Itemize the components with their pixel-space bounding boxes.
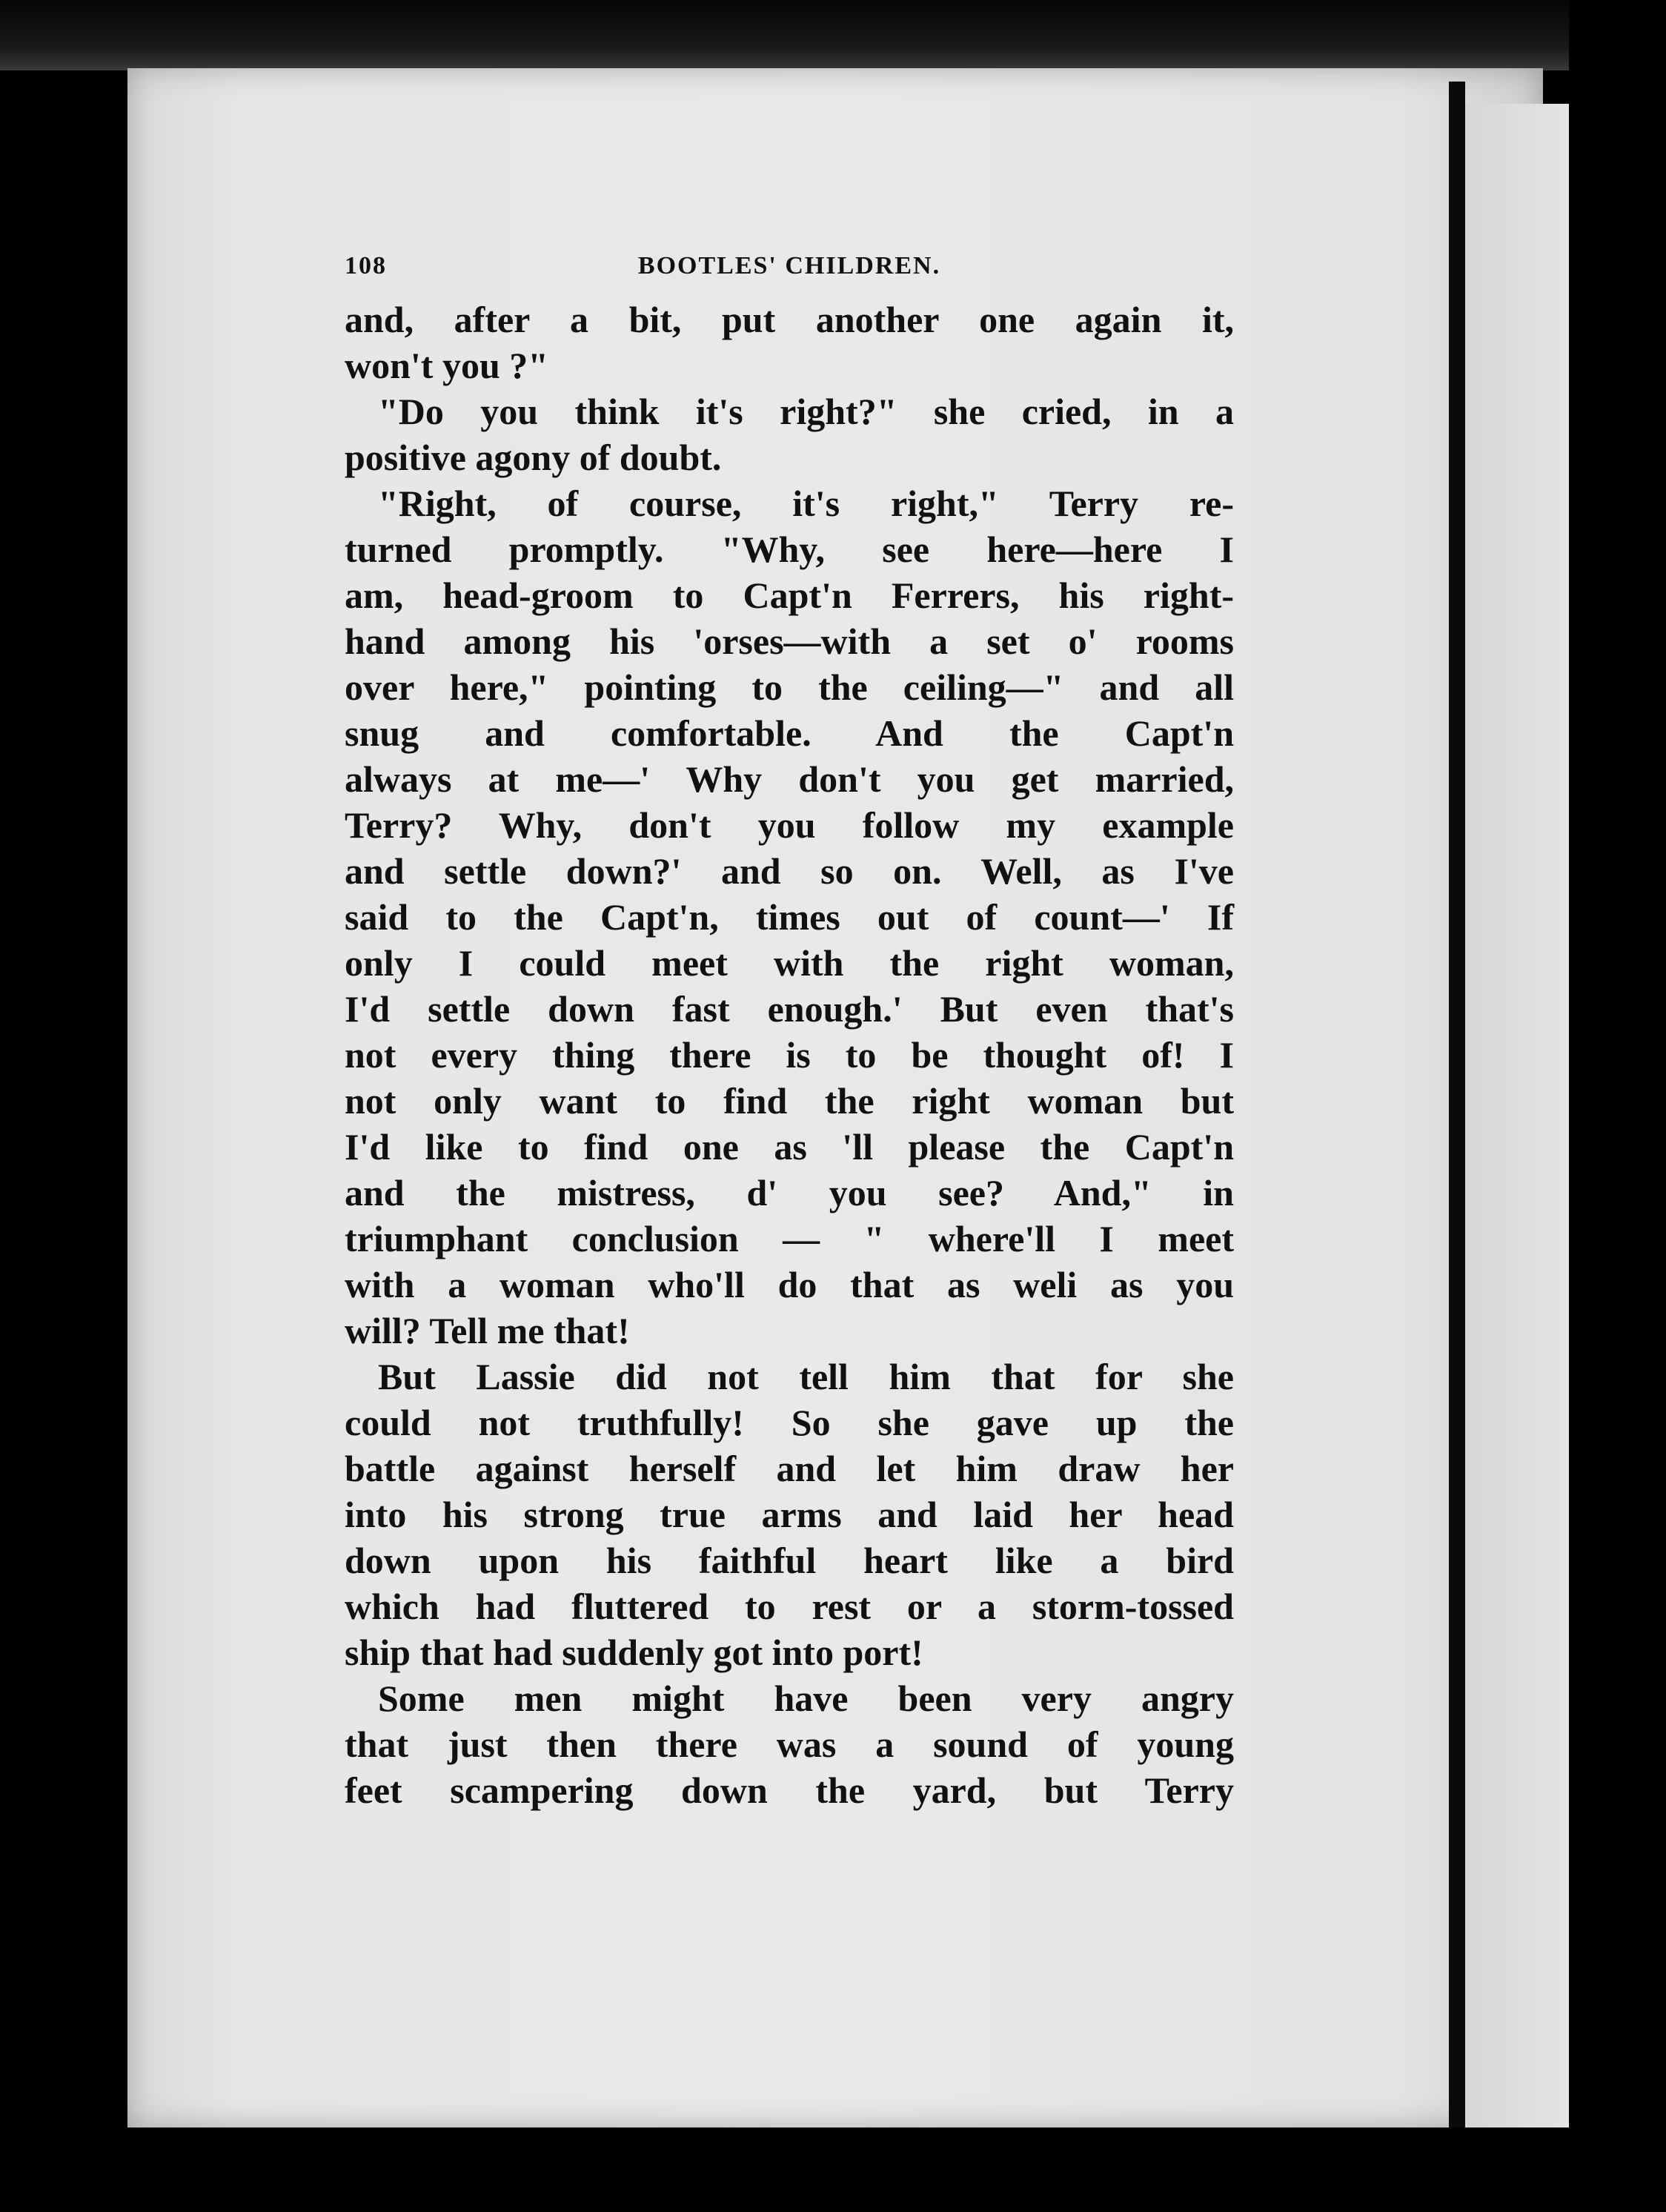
- text-line: will? Tell me that!: [345, 1310, 630, 1351]
- text-line: not only want to find the right woman but: [345, 1080, 1234, 1122]
- scan-right-border: [1569, 0, 1666, 2212]
- text-line: said to the Capt'n, times out of count—' If: [345, 896, 1234, 938]
- text-line: won't you ?": [345, 345, 549, 386]
- text-line: I'd like to find one as 'll please the Capt'n: [345, 1126, 1234, 1168]
- text-line: turned promptly. "Why, see here—here I: [345, 529, 1234, 570]
- text-line: am, head-groom to Capt'n Ferrers, his right-: [345, 574, 1234, 616]
- text-line: feet scampering down the yard, but Terry: [345, 1769, 1234, 1811]
- text-line: But Lassie did not tell him that for she: [378, 1356, 1234, 1397]
- running-head: BOOTLES' CHILDREN.: [637, 252, 941, 279]
- text-line: only I could meet with the right woman,: [345, 942, 1234, 984]
- text-line: ship that had suddenly got into port!: [345, 1632, 923, 1673]
- text-line: "Do you think it's right?" she cried, in a: [378, 391, 1234, 432]
- page-text-block: [345, 252, 1234, 1813]
- text-line: triumphant conclusion — " where'll I meet: [345, 1218, 1234, 1259]
- text-line: I'd settle down fast enough.' But even that's: [345, 988, 1234, 1030]
- text-line: and the mistress, d' you see? And," in: [345, 1172, 1234, 1213]
- text-line: and, after a bit, put another one again it,: [345, 299, 1234, 340]
- text-line: "Right, of course, it's right," Terry re-: [378, 483, 1234, 524]
- body-text: [345, 297, 1234, 1813]
- text-line: hand among his 'orses—with a set o' rooms: [345, 620, 1234, 662]
- page-number: 108: [345, 252, 387, 279]
- text-line: battle against herself and let him draw her: [345, 1448, 1234, 1489]
- facing-page-edge: [1465, 104, 1569, 2127]
- text-line: into his strong true arms and laid her head: [345, 1494, 1234, 1535]
- text-line: and settle down?' and so on. Well, as I've: [345, 850, 1234, 892]
- text-line: snug and comfortable. And the Capt'n: [345, 712, 1234, 754]
- text-line: down upon his faithful heart like a bird: [345, 1540, 1234, 1581]
- text-line: which had fluttered to rest or a storm-tossed: [345, 1586, 1234, 1627]
- text-line: not every thing there is to be thought of! I: [345, 1034, 1234, 1076]
- text-line: could not truthfully! So she gave up the: [345, 1402, 1234, 1443]
- page-header: [345, 252, 1234, 280]
- scan-top-border: [0, 0, 1666, 70]
- text-line: always at me—' Why don't you get married,: [345, 758, 1234, 800]
- text-line: over here," pointing to the ceiling—" and all: [345, 666, 1234, 708]
- scan-bottom-border: [0, 2127, 1666, 2212]
- text-line: Some men might have been very angry: [378, 1678, 1234, 1719]
- text-line: positive agony of doubt.: [345, 437, 722, 478]
- book-gutter: [1449, 82, 1465, 2127]
- text-line: that just then there was a sound of young: [345, 1723, 1234, 1765]
- text-line: with a woman who'll do that as weli as you: [345, 1264, 1234, 1305]
- text-line: Terry? Why, don't you follow my example: [345, 804, 1234, 846]
